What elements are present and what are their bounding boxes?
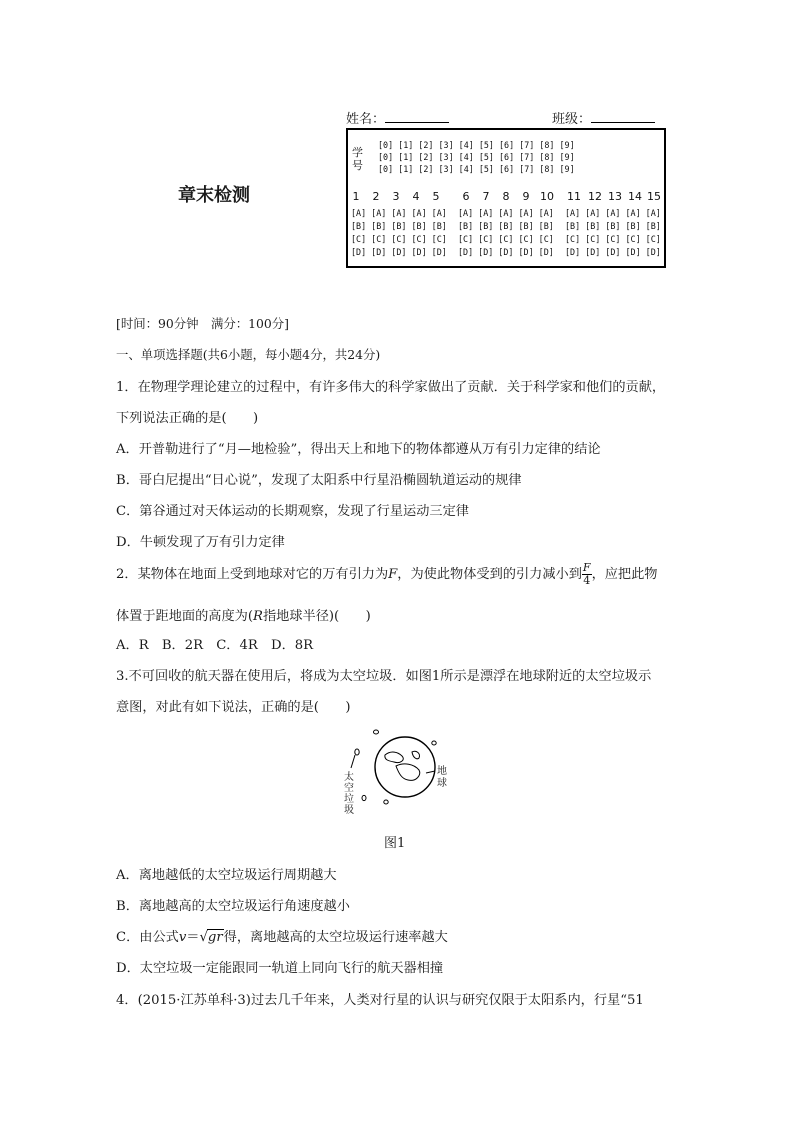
question-number: 2 xyxy=(372,190,380,203)
question-number: 5 xyxy=(432,190,440,203)
debris-label: 太空垃圾 xyxy=(344,772,354,816)
earth-outline xyxy=(375,737,435,797)
q1-option-c[interactable]: C．第谷通过对天体运动的长期观察，发现了行星运动三定律 xyxy=(116,504,469,519)
question-number: 6 xyxy=(462,190,470,203)
question-number: 9 xyxy=(522,190,530,203)
question-number: 4 xyxy=(412,190,420,203)
page-title: 章末检测 xyxy=(178,185,250,206)
name-field[interactable] xyxy=(346,108,449,127)
class-blank[interactable] xyxy=(591,110,655,123)
q4-stem-line1: 4．(2015·江苏单科·3)过去几千年来，人类对行星的认识与研究仅限于太阳系内，行星“51 xyxy=(116,993,644,1008)
option-bubbles[interactable]: [D] [D] [D] [D] [D] xyxy=(565,247,661,257)
time-info: [时间：90分钟 满分：100分] xyxy=(116,316,289,331)
q1-option-a[interactable]: A．开普勒进行了“月—地检验”，得出天上和地下的物体都遵从万有引力定律的结论 xyxy=(116,442,601,457)
option-bubbles[interactable]: [D] [D] [D] [D] [D] xyxy=(351,247,447,257)
question-number: 1 xyxy=(352,190,360,203)
earth-label: 地球 xyxy=(437,766,447,789)
question-number: 11 xyxy=(567,190,581,203)
option-bubbles[interactable]: [C] [C] [C] [C] [C] xyxy=(458,234,554,244)
id-bubble-row[interactable]: [0] [1] [2] [3] [4] [5] [6] [7] [8] [9] xyxy=(378,152,575,162)
option-bubbles[interactable]: [A] [A] [A] [A] [A] xyxy=(458,208,554,218)
section-heading: 一、单项选择题(共6小题，每小题4分，共24分) xyxy=(116,347,381,362)
q3-option-d[interactable]: D．太空垃圾一定能跟同一轨道上同向飞行的航天器相撞 xyxy=(116,961,444,976)
fraction-f-over-4: $\frac{F}{4}$ xyxy=(582,561,591,587)
option-bubbles[interactable]: [B] [B] [B] [B] [B] xyxy=(351,221,447,231)
student-id-label: 学号 xyxy=(352,146,363,172)
question-number: 10 xyxy=(540,190,554,203)
option-bubbles[interactable]: [A] [A] [A] [A] [A] xyxy=(565,208,661,218)
name-label: 姓名： xyxy=(346,112,386,127)
question-number: 14 xyxy=(628,190,642,203)
q1-stem-line2: 下列说法正确的是( ) xyxy=(116,411,259,426)
option-bubbles[interactable]: [C] [C] [C] [C] [C] xyxy=(565,234,661,244)
class-field[interactable] xyxy=(552,108,655,127)
q3-option-c[interactable]: C．由公式v＝√gr得，离地越高的太空垃圾运行速率越大 xyxy=(116,930,448,945)
q2-stem-line1: 2．某物体在地面上受到地球对它的万有引力为F，为使此物体受到的引力减小到 $\frac{F}{4}$ ，应把此物 xyxy=(116,561,658,587)
answer-card xyxy=(346,128,666,268)
question-number: 15 xyxy=(647,190,661,203)
q3-stem-line2: 意图，对此有如下说法，正确的是( ) xyxy=(116,700,351,715)
option-bubbles[interactable]: [B] [B] [B] [B] [B] xyxy=(458,221,554,231)
q3-stem-line1: 3.不可回收的航天器在使用后，将成为太空垃圾．如图1所示是漂浮在地球附近的太空垃圾示 xyxy=(116,669,652,684)
class-label: 班级： xyxy=(552,112,592,127)
q2-stem-line2: 体置于距地面的高度为(R指地球半径)( ) xyxy=(116,609,371,624)
q1-option-d[interactable]: D．牛顿发现了万有引力定律 xyxy=(116,535,285,550)
q3-option-b[interactable]: B．离地越高的太空垃圾运行角速度越小 xyxy=(116,899,350,914)
name-blank[interactable] xyxy=(385,110,449,123)
q2-options[interactable]: A．R B．2R C．4R D．8R xyxy=(116,638,314,653)
option-bubbles[interactable]: [C] [C] [C] [C] [C] xyxy=(351,234,447,244)
question-number: 12 xyxy=(588,190,602,203)
option-bubbles[interactable]: [D] [D] [D] [D] [D] xyxy=(458,247,554,257)
q1-stem-line1: 1．在物理学理论建立的过程中，有许多伟大的科学家做出了贡献．关于科学家和他们的贡献， xyxy=(116,380,666,395)
id-bubble-row[interactable]: [0] [1] [2] [3] [4] [5] [6] [7] [8] [9] xyxy=(378,140,575,150)
option-bubbles[interactable]: [B] [B] [B] [B] [B] xyxy=(565,221,661,231)
question-number: 7 xyxy=(482,190,490,203)
question-number: 8 xyxy=(502,190,510,203)
sqrt-sign: √ xyxy=(199,930,208,945)
q3-option-a[interactable]: A．离地越低的太空垃圾运行周期越大 xyxy=(116,868,337,883)
option-bubbles[interactable]: [A] [A] [A] [A] [A] xyxy=(351,208,447,218)
q1-option-b[interactable]: B．哥白尼提出“日心说”，发现了太阳系中行星沿椭圆轨道运动的规律 xyxy=(116,473,522,488)
figure-caption: 图1 xyxy=(384,836,406,851)
question-number: 3 xyxy=(392,190,400,203)
question-number: 13 xyxy=(608,190,622,203)
id-bubble-row[interactable]: [0] [1] [2] [3] [4] [5] [6] [7] [8] [9] xyxy=(378,164,575,174)
